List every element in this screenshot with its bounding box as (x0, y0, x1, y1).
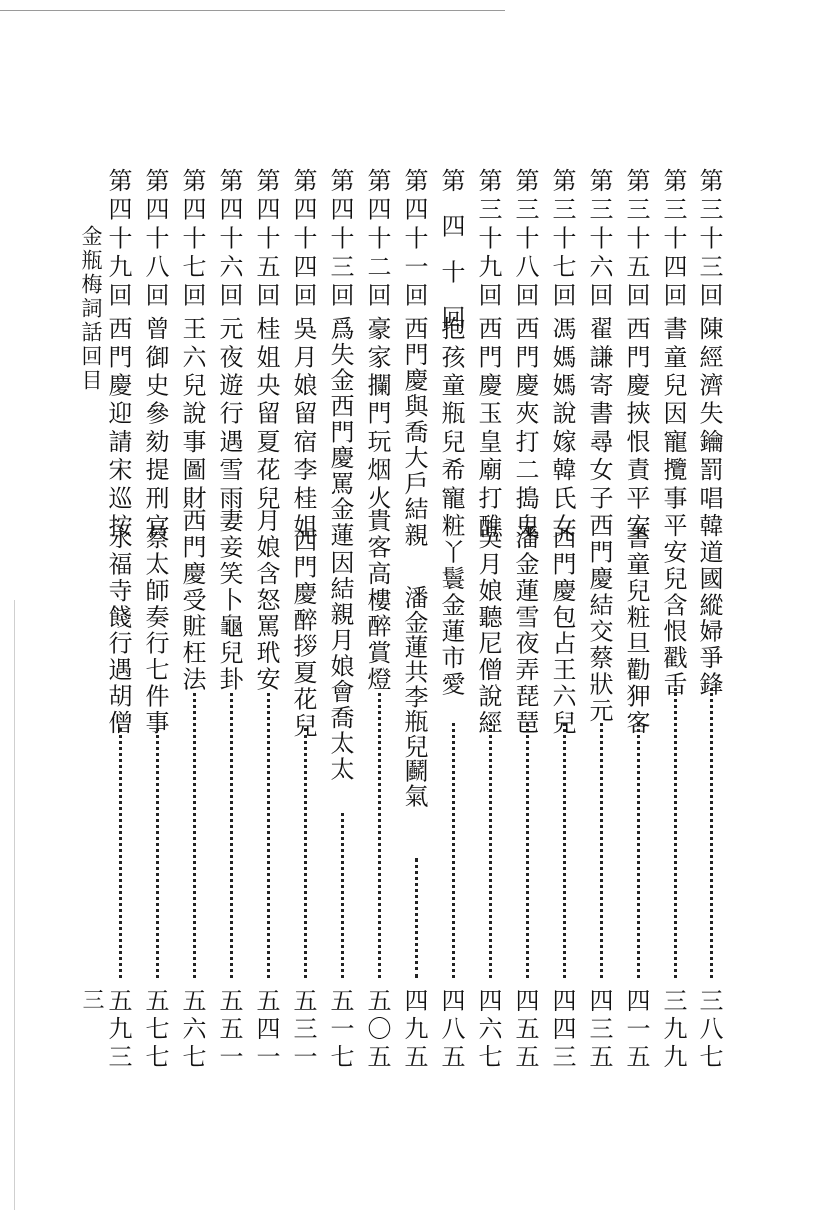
chapter-number: 第三十六回 (585, 168, 613, 311)
chapter-title: 曾御史參劾提刑官 (141, 316, 169, 542)
chapter-number: 第四十八回 (141, 168, 169, 311)
chapter-title-second: 粧丫鬟金蓮市愛 (437, 513, 465, 698)
chapter-title-second: 永福寺餞行遇胡僧 (104, 525, 132, 737)
dot-leader (452, 723, 455, 978)
chapter-title: 馮媽媽說嫁韓氏女 (548, 316, 576, 542)
chapter-page: 三八七 (695, 988, 723, 1072)
dot-leader (193, 693, 196, 978)
dot-leader (341, 813, 344, 978)
chapter-title-second: 潘金蓮雪夜弄琵琶 (511, 525, 539, 737)
dot-leader (489, 723, 492, 978)
chapter-page: 四五五 (511, 988, 539, 1072)
chapter-page: 五九三 (104, 988, 132, 1072)
chapter-title-second: 西門慶受賍枉法 (178, 508, 206, 693)
chapter-title: 元夜遊行遇雪雨 (215, 316, 243, 514)
chapter-page: 五五一 (215, 988, 243, 1072)
dot-leader (710, 688, 713, 978)
chapter-title-second: 月娘含怒罵玳安 (252, 508, 280, 693)
chapter-number: 第三十八回 (511, 168, 539, 311)
chapter-title-second: 妻妾笑卜龜兒卦 (215, 508, 243, 693)
chapter-number: 第三十九回 (474, 168, 502, 311)
dot-leader (637, 723, 640, 978)
dot-leader (415, 858, 418, 978)
dot-leader (600, 723, 603, 978)
chapter-title-second: 西門慶包占王六兒 (548, 525, 576, 737)
chapter-title-second: 因結親月娘會喬太太 (326, 550, 354, 783)
chapter-number: 第四十七回 (178, 168, 206, 311)
chapter-title-second: 吳月娘聽尼僧說經 (474, 525, 502, 737)
chapter-page: 五三一 (289, 988, 317, 1072)
chapter-title-second: 西門慶結交蔡狀元 (585, 513, 613, 725)
chapter-title: 西門慶夾打二搗鬼 (511, 316, 539, 542)
chapter-title-second: 潘金蓮共李瓶兒鬬氣 (400, 585, 428, 809)
dot-leader (674, 688, 677, 978)
chapter-title-second: 貴客高樓醉賞燈 (363, 508, 391, 693)
chapter-number: 第四十九回 (104, 168, 132, 311)
dot-leader (119, 728, 122, 978)
chapter-number: 第四十三回 (326, 168, 354, 311)
page-folio: 三 (79, 988, 104, 1013)
chapter-page: 四一五 (622, 988, 650, 1072)
chapter-number: 第三十四回 (659, 168, 687, 311)
chapter-number: 第四十二回 (363, 168, 391, 311)
dot-leader (378, 693, 381, 978)
chapter-page: 四三五 (585, 988, 613, 1072)
chapter-number: 第 四 十 回 (437, 168, 465, 336)
chapter-number: 第四十四回 (289, 168, 317, 311)
chapter-page: 四八五 (437, 988, 465, 1072)
chapter-title: 豪家攔門玩烟火 (363, 316, 391, 514)
chapter-title: 西門慶與喬大戶結親 (400, 316, 428, 549)
dot-leader (156, 728, 159, 978)
book-title: 金瓶梅詞話回目 (79, 225, 103, 393)
dot-leader (526, 723, 529, 978)
chapter-title: 爲失金西門慶罵金蓮 (326, 316, 354, 549)
chapter-page: 五四一 (252, 988, 280, 1072)
chapter-title: 書童兒因寵攬事 (659, 316, 687, 514)
chapter-title: 王六兒說事圖財 (178, 316, 206, 514)
chapter-page: 四四三 (548, 988, 576, 1072)
chapter-title-second: 蔡太師奏行七件事 (141, 525, 169, 737)
chapter-number: 第四十五回 (252, 168, 280, 311)
chapter-number: 第三十七回 (548, 168, 576, 311)
chapter-title: 桂姐央留夏花兒 (252, 316, 280, 514)
chapter-title-second: 西門慶醉拶夏花兒 (289, 528, 317, 740)
chapter-page: 五〇五 (363, 988, 391, 1072)
dot-leader (267, 693, 270, 978)
dot-leader (563, 723, 566, 978)
chapter-page: 四九五 (400, 988, 428, 1072)
chapter-number: 第四十一回 (400, 168, 428, 311)
margin-rule (14, 600, 15, 1210)
chapter-page: 三九九 (659, 988, 687, 1072)
chapter-page: 五一七 (326, 988, 354, 1072)
chapter-title-second: 韓道國縱婦爭鋒 (695, 513, 723, 698)
top-rule (0, 10, 505, 11)
chapter-title: 西門慶挾恨責平安 (622, 316, 650, 542)
chapter-page: 五六七 (178, 988, 206, 1072)
chapter-title: 吳月娘留宿李桂姐 (289, 316, 317, 542)
chapter-title: 抱孩童瓶兒希寵 (437, 316, 465, 514)
chapter-page: 四六七 (474, 988, 502, 1072)
chapter-title-second: 平安兒含恨戳舌 (659, 513, 687, 698)
chapter-page: 五七七 (141, 988, 169, 1072)
chapter-title: 西門慶玉皇廟打醮 (474, 316, 502, 542)
chapter-number: 第三十三回 (695, 168, 723, 311)
dot-leader (230, 693, 233, 978)
chapter-title: 陳經濟失鑰罰唱 (695, 316, 723, 514)
chapter-title: 西門慶迎請宋巡按 (104, 316, 132, 542)
chapter-number: 第三十五回 (622, 168, 650, 311)
chapter-number: 第四十六回 (215, 168, 243, 311)
dot-leader (304, 728, 307, 978)
chapter-title-second: 書童兒粧旦勸狎客 (622, 525, 650, 737)
chapter-title: 翟謙寄書尋女子 (585, 316, 613, 514)
